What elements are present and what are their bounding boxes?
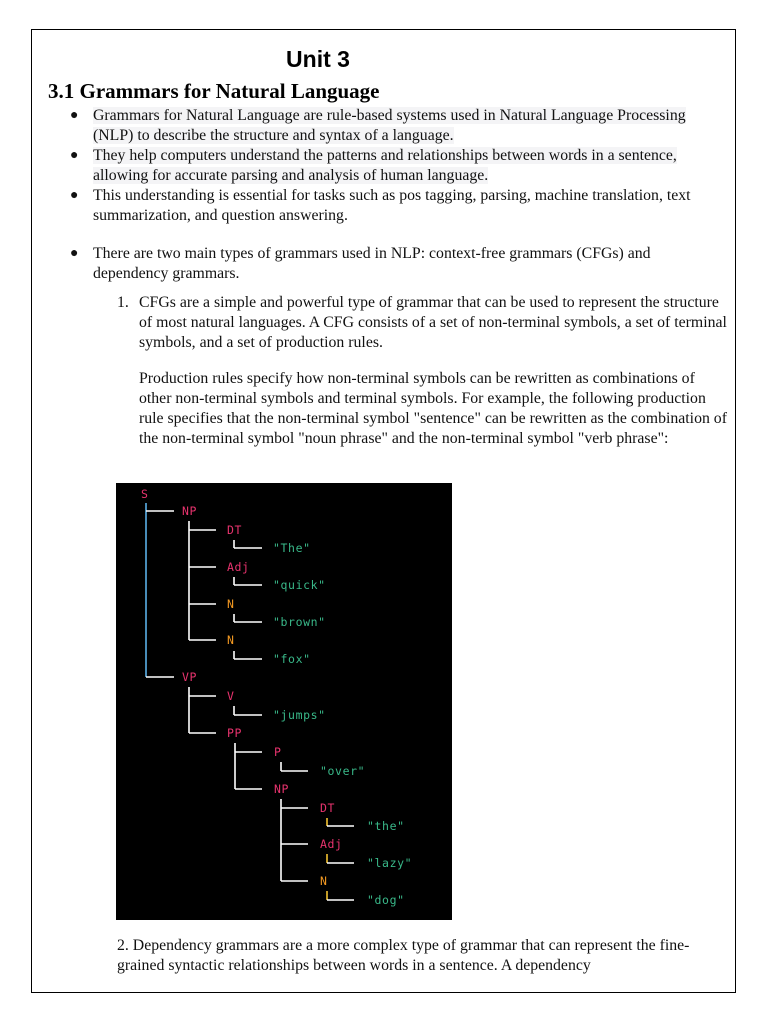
- item-text: CFGs are a simple and powerful type of grammar that can be used to represent the structure of most natural languages. A CFG consists of a set of non-terminal symbols, a set of terminal symbols, and a set of production rules.: [139, 294, 727, 351]
- bullet-item: ● There are two main types of grammars used in NLP: context-free grammars (CFGs) and dependency grammars.: [70, 245, 651, 282]
- bullet-item: ● They help computers understand the patterns and relationships between words in a sentence, allowing for accurate parsing and analysis of human language.: [70, 147, 677, 184]
- bullet-item: ● Grammars for Natural Language are rule-based systems used in Natural Language Processing (NLP) to describe the structure and syntax of a language.: [70, 107, 686, 144]
- bullet-list: [48, 106, 718, 226]
- tree-leaf-jumps: "jumps": [273, 708, 326, 722]
- tree-node-dt: DT: [320, 801, 336, 815]
- tree-node-n: N: [227, 633, 235, 647]
- tree-node-np: NP: [274, 782, 290, 796]
- tree-node-n: N: [227, 597, 235, 611]
- tree-node-adj: Adj: [320, 837, 343, 851]
- bullet-icon: ●: [70, 108, 79, 123]
- tree-node-pp: PP: [227, 726, 243, 740]
- bullet-icon: ●: [70, 246, 79, 261]
- tree-node-dt: DT: [227, 523, 243, 537]
- production-rules-paragraph: Production rules specify how non-terminal symbols can be rewritten as combinations of other non-terminal symbols and terminal symbols. For example, the following production rule specifies that the non-terminal symbol "sentence" can be rewritten as the combination of the non-terminal symbol "noun phrase" and the non-terminal symbol "verb phrase":: [139, 370, 727, 447]
- tree-node-n: N: [320, 874, 328, 888]
- bullet-icon: ●: [70, 188, 79, 203]
- tree-leaf-fox: "fox": [273, 652, 311, 666]
- parse-tree-svg: [116, 483, 452, 920]
- tree-leaf-the: "The": [273, 541, 311, 555]
- parse-tree-image: [116, 483, 452, 920]
- bullet-item: ● This understanding is essential for tasks such as pos tagging, parsing, machine translation, text summarization, and question answering.: [70, 187, 691, 224]
- tree-leaf-the: "the": [367, 819, 405, 833]
- unit-title: Unit 3: [286, 46, 350, 72]
- tree-node-adj: Adj: [227, 560, 250, 574]
- tree-node-np: NP: [182, 504, 198, 518]
- dependency-grammar-paragraph: 2. Dependency grammars are a more complex type of grammar that can represent the fine-grained syntactic relationships between words in a sentence. A dependency: [117, 937, 690, 974]
- numbered-item-1: [117, 293, 727, 353]
- tree-node-s: S: [141, 487, 149, 501]
- bullet-icon: ●: [70, 148, 79, 163]
- item-number: 1.: [117, 294, 129, 311]
- tree-leaf-quick: "quick": [273, 578, 326, 592]
- tree-leaf-lazy: "lazy": [367, 856, 413, 870]
- tree-node-vp: VP: [182, 670, 198, 684]
- tree-leaf-dog: "dog": [367, 893, 405, 907]
- tree-leaf-over: "over": [320, 764, 366, 778]
- section-title: 3.1 Grammars for Natural Language: [48, 79, 380, 103]
- tree-node-p: P: [274, 745, 282, 759]
- tree-node-v: V: [227, 689, 235, 703]
- tree-leaf-brown: "brown": [273, 615, 326, 629]
